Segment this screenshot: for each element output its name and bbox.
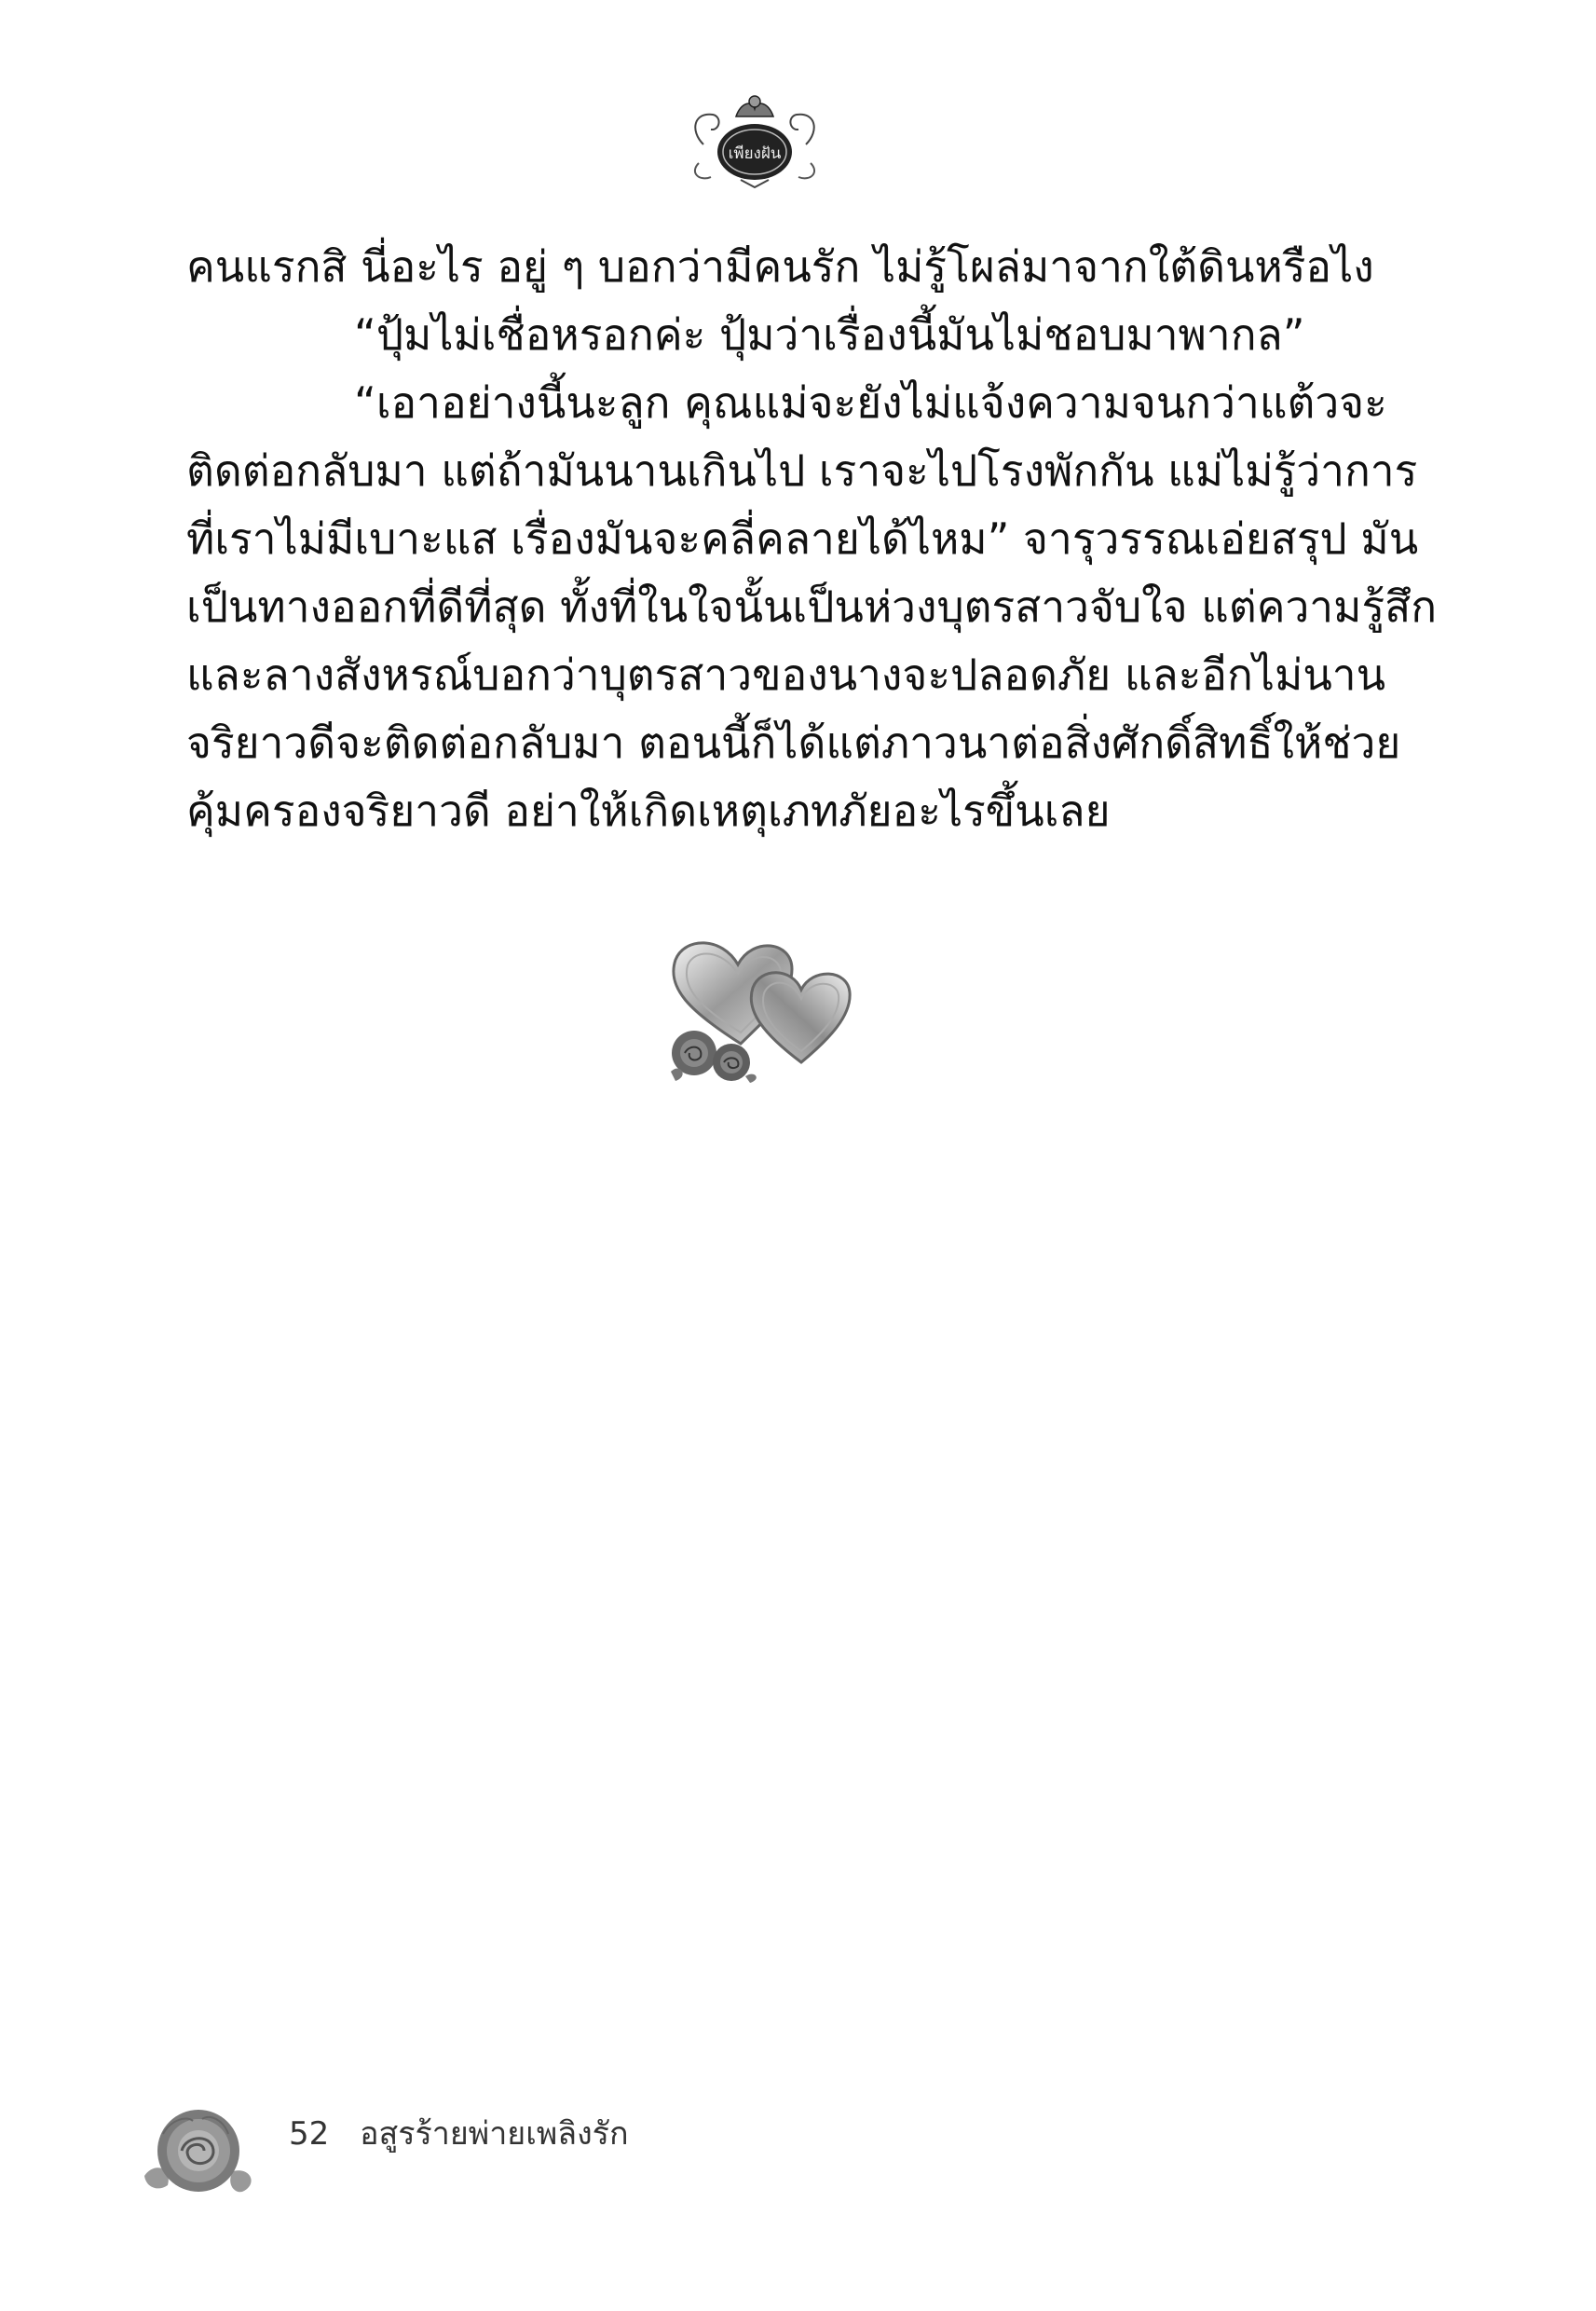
text-line: “เอาอย่างนี้นะลูก คุณแม่จะยังไม่แจ้งความจนกว่าแต้วจะ xyxy=(354,377,1387,428)
header-emblem-icon xyxy=(685,89,825,191)
body-text xyxy=(186,233,1438,845)
text-line: ที่เราไม่มีเบาะแส เรื่องมันจะคลี่คลายได้ไหม” จารุวรรณเอ่ยสรุป มัน xyxy=(186,513,1419,564)
text-line: ติดต่อกลับมา แต่ถ้ามันนานเกินไป เราจะไปโรงพักกัน แม่ไม่รู้ว่าการ xyxy=(186,445,1418,496)
text-line: และลางสังหรณ์บอกว่าบุตรสาวของนางจะปลอดภัย และอีกไม่นาน xyxy=(186,650,1386,700)
text-line: “ปุ้มไม่เชื่อหรอกค่ะ ปุ้มว่าเรื่องนี้มันไม่ชอบมาพากล” xyxy=(354,309,1305,360)
hearts-and-roses-icon xyxy=(652,923,862,1086)
text-line: จริยาวดีจะติดต่อกลับมา ตอนนี้ก็ได้แต่ภาวนาต่อสิ่งศักดิ์สิทธิ์ให้ช่วย xyxy=(186,718,1401,768)
text-line: เป็นทางออกที่ดีที่สุด ทั้งที่ในใจนั้นเป็นห่วงบุตรสาวจับใจ แต่ความรู้สึก xyxy=(186,581,1438,632)
emblem-text: เพียงฝัน xyxy=(728,144,782,163)
page-footer xyxy=(289,2108,629,2158)
page-number: 52 xyxy=(289,2115,330,2153)
text-line: คนแรกสิ นี่อะไร อยู่ ๆ บอกว่ามีคนรัก ไม่รู้โผล่มาจากใต้ดินหรือไง xyxy=(186,241,1374,292)
text-line: คุ้มครองจริยาวดี อย่าให้เกิดเหตุเภทภัยอะไรขึ้นเลย xyxy=(186,786,1111,836)
book-title: อสูรร้ายพ่ายเพลิงรัก xyxy=(360,2115,629,2153)
rose-icon xyxy=(135,2097,261,2204)
